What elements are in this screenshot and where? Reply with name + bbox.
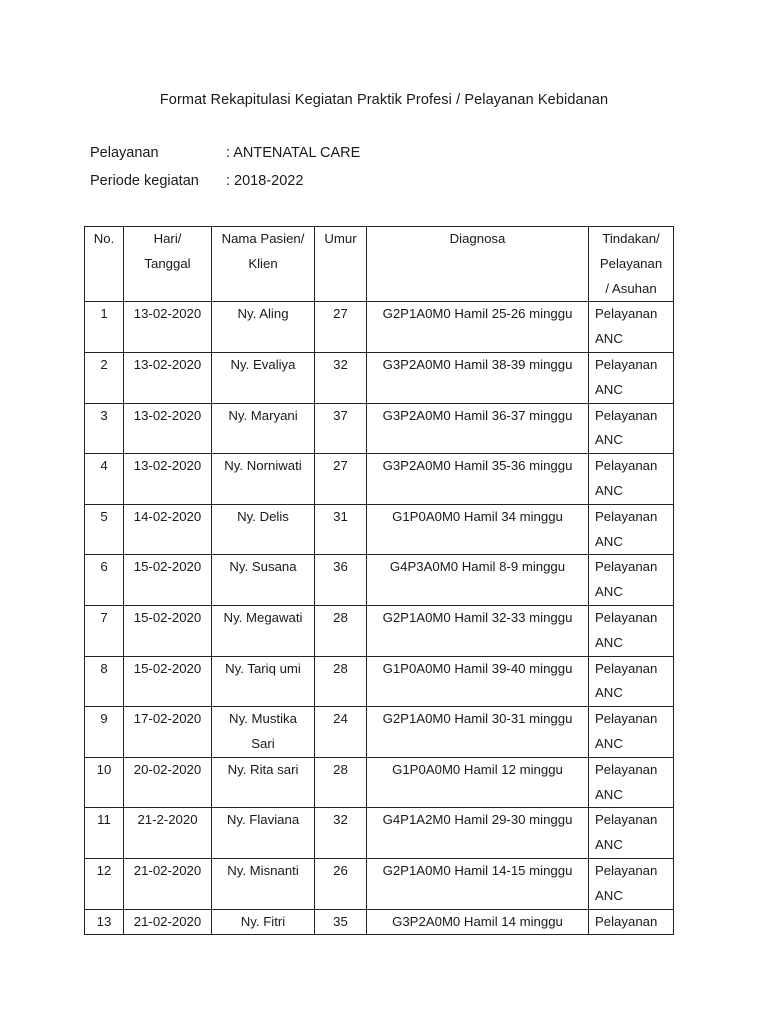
cell-action: Pelayanan ANC	[589, 352, 674, 403]
cell-date: 13-02-2020	[124, 454, 212, 505]
table-row	[85, 656, 674, 707]
period-value: : 2018-2022	[226, 173, 304, 189]
table-row	[85, 352, 674, 403]
cell-diagnosis: G4P3A0M0 Hamil 8-9 minggu	[367, 555, 589, 606]
cell-no: 9	[85, 707, 124, 758]
cell-age: 27	[315, 302, 367, 353]
cell-diagnosis: G2P1A0M0 Hamil 30-31 minggu	[367, 707, 589, 758]
table-row	[85, 605, 674, 656]
table-row	[85, 858, 674, 909]
cell-diagnosis: G3P2A0M0 Hamil 36-37 minggu	[367, 403, 589, 454]
cell-name: Ny. Fitri	[212, 909, 315, 935]
cell-action: Pelayanan ANC	[589, 555, 674, 606]
header-name: Nama Pasien/ Klien	[212, 227, 315, 302]
cell-age: 27	[315, 454, 367, 505]
cell-diagnosis: G2P1A0M0 Hamil 14-15 minggu	[367, 858, 589, 909]
cell-action: Pelayanan ANC	[589, 302, 674, 353]
cell-date: 13-02-2020	[124, 352, 212, 403]
header-date: Hari/ Tanggal	[124, 227, 212, 302]
table-row	[85, 909, 674, 935]
cell-name: Ny. Norniwati	[212, 454, 315, 505]
cell-no: 12	[85, 858, 124, 909]
header-no: No.	[85, 227, 124, 302]
cell-age: 31	[315, 504, 367, 555]
cell-name: Ny. Flaviana	[212, 808, 315, 859]
cell-name: Ny. Misnanti	[212, 858, 315, 909]
cell-action: Pelayanan ANC	[589, 858, 674, 909]
service-value: : ANTENATAL CARE	[226, 145, 361, 161]
cell-diagnosis: G4P1A2M0 Hamil 29-30 minggu	[367, 808, 589, 859]
cell-diagnosis: G3P2A0M0 Hamil 35-36 minggu	[367, 454, 589, 505]
cell-no: 7	[85, 605, 124, 656]
service-label: Pelayanan	[90, 145, 159, 161]
cell-name: Ny. Aling	[212, 302, 315, 353]
cell-age: 35	[315, 909, 367, 935]
table-row	[85, 808, 674, 859]
cell-name: Ny. Tariq umi	[212, 656, 315, 707]
cell-action: Pelayanan ANC	[589, 504, 674, 555]
cell-action: Pelayanan ANC	[589, 656, 674, 707]
cell-date: 15-02-2020	[124, 656, 212, 707]
cell-date: 14-02-2020	[124, 504, 212, 555]
cell-date: 15-02-2020	[124, 605, 212, 656]
cell-name: Ny. Evaliya	[212, 352, 315, 403]
cell-name: Ny. Rita sari	[212, 757, 315, 808]
cell-no: 11	[85, 808, 124, 859]
service-row	[90, 145, 360, 161]
cell-diagnosis: G1P0A0M0 Hamil 34 minggu	[367, 504, 589, 555]
cell-name: Ny. Megawati	[212, 605, 315, 656]
cell-no: 10	[85, 757, 124, 808]
cell-age: 32	[315, 352, 367, 403]
header-action: Tindakan/ Pelayanan / Asuhan	[589, 227, 674, 302]
cell-name: Ny. Maryani	[212, 403, 315, 454]
cell-age: 37	[315, 403, 367, 454]
cell-no: 4	[85, 454, 124, 505]
cell-action: Pelayanan ANC	[589, 454, 674, 505]
cell-action: Pelayanan	[589, 909, 674, 935]
cell-no: 3	[85, 403, 124, 454]
cell-date: 13-02-2020	[124, 403, 212, 454]
cell-date: 17-02-2020	[124, 707, 212, 758]
cell-no: 6	[85, 555, 124, 606]
table-row	[85, 454, 674, 505]
cell-diagnosis: G2P1A0M0 Hamil 32-33 minggu	[367, 605, 589, 656]
cell-age: 32	[315, 808, 367, 859]
cell-age: 26	[315, 858, 367, 909]
cell-name: Ny. Mustika Sari	[212, 707, 315, 758]
cell-action: Pelayanan ANC	[589, 757, 674, 808]
cell-age: 36	[315, 555, 367, 606]
table-header-row	[85, 227, 674, 302]
cell-action: Pelayanan ANC	[589, 707, 674, 758]
cell-age: 28	[315, 605, 367, 656]
header-diagnosis: Diagnosa	[367, 227, 589, 302]
cell-action: Pelayanan ANC	[589, 808, 674, 859]
recap-table	[84, 226, 674, 935]
period-label: Periode kegiatan	[90, 173, 199, 189]
cell-no: 1	[85, 302, 124, 353]
cell-name: Ny. Susana	[212, 555, 315, 606]
table-row	[85, 707, 674, 758]
table-row	[85, 403, 674, 454]
table-row	[85, 757, 674, 808]
cell-age: 28	[315, 757, 367, 808]
table-row	[85, 504, 674, 555]
cell-date: 20-02-2020	[124, 757, 212, 808]
cell-no: 5	[85, 504, 124, 555]
cell-diagnosis: G3P2A0M0 Hamil 14 minggu	[367, 909, 589, 935]
cell-no: 8	[85, 656, 124, 707]
cell-diagnosis: G1P0A0M0 Hamil 39-40 minggu	[367, 656, 589, 707]
cell-name: Ny. Delis	[212, 504, 315, 555]
document-title: Format Rekapitulasi Kegiatan Praktik Profesi / Pelayanan Kebidanan	[159, 92, 609, 108]
cell-diagnosis: G3P2A0M0 Hamil 38-39 minggu	[367, 352, 589, 403]
cell-age: 24	[315, 707, 367, 758]
cell-diagnosis: G1P0A0M0 Hamil 12 minggu	[367, 757, 589, 808]
cell-no: 13	[85, 909, 124, 935]
table-row	[85, 302, 674, 353]
cell-date: 21-02-2020	[124, 909, 212, 935]
cell-action: Pelayanan ANC	[589, 403, 674, 454]
cell-no: 2	[85, 352, 124, 403]
cell-date: 13-02-2020	[124, 302, 212, 353]
header-age: Umur	[315, 227, 367, 302]
table-row	[85, 555, 674, 606]
period-row	[90, 173, 303, 189]
cell-date: 21-02-2020	[124, 858, 212, 909]
cell-date: 15-02-2020	[124, 555, 212, 606]
cell-diagnosis: G2P1A0M0 Hamil 25-26 minggu	[367, 302, 589, 353]
cell-action: Pelayanan ANC	[589, 605, 674, 656]
cell-date: 21-2-2020	[124, 808, 212, 859]
cell-age: 28	[315, 656, 367, 707]
